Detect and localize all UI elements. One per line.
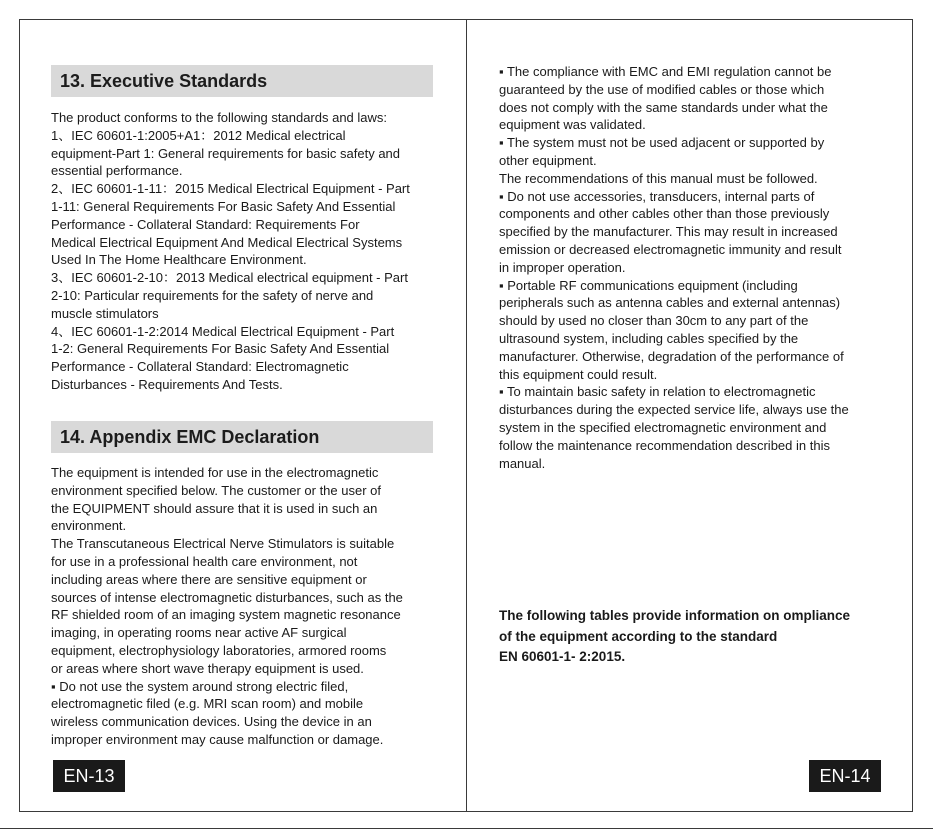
text-line: 1、IEC 60601-1:2005+A1：2012 Medical electrical xyxy=(51,127,346,143)
text-line: ▪ The system must not be used adjacent or supported by xyxy=(499,135,825,151)
text-line: The product conforms to the following standards and laws: xyxy=(51,110,388,125)
text-line: emission or decreased electromagnetic immunity and result xyxy=(499,241,842,257)
text-line: equipment was validated. xyxy=(499,117,646,133)
text-line: ▪ To maintain basic safety in relation to electromagnetic xyxy=(499,384,816,400)
text-line: 2-10: Particular requirements for the safety of nerve and xyxy=(51,287,374,303)
text-line: Performance - Collateral Standard: Requirements For xyxy=(51,216,360,232)
text-line: essential performance. xyxy=(51,163,183,179)
section-13-title: 13. Executive Standards xyxy=(51,65,433,97)
text-line: Medical Electrical Equipment And Medical Electrical Systems xyxy=(51,234,403,250)
text-line: the EQUIPMENT should assure that it is used in such an xyxy=(51,500,378,516)
text-line: The following tables provide information on ompliance xyxy=(499,608,851,623)
section-14-body xyxy=(51,464,451,749)
text-line: including areas where there are sensitive equipment or xyxy=(51,571,367,587)
compliance-note xyxy=(499,606,899,668)
left-page xyxy=(19,19,466,812)
text-line: other equipment. xyxy=(499,152,597,168)
text-line: ultrasound system, including cables specified by the xyxy=(499,330,799,346)
text-line: components and other cables other than those previously xyxy=(499,206,830,222)
text-line: muscle stimulators xyxy=(51,305,159,321)
text-line: environment. xyxy=(51,518,127,534)
text-line: equipment-Part 1: General requirements for basic safety and xyxy=(51,145,401,161)
text-line: follow the maintenance recommendation described in this xyxy=(499,437,830,453)
text-line: does not comply with the same standards under what the xyxy=(499,99,828,115)
text-line: manufacturer. Otherwise, degradation of the performance of xyxy=(499,348,844,364)
text-line: electromagnetic filed (e.g. MRI scan room) and mobile xyxy=(51,696,364,712)
section-13-body xyxy=(51,109,451,394)
page-number: EN-13 xyxy=(53,760,125,792)
text-line: wireless communication devices. Using the device in an xyxy=(51,714,372,730)
text-line: 3、IEC 60601-2-10：2013 Medical electrical equipment - Part xyxy=(51,270,408,286)
text-line: for use in a professional health care environment, not xyxy=(51,553,358,569)
text-line: disturbances during the expected service life, always use the xyxy=(499,402,849,418)
text-line: Used In The Home Healthcare Environment. xyxy=(51,252,307,268)
page-number: EN-14 xyxy=(809,760,881,792)
text-line: or areas where short wave therapy equipment is used. xyxy=(51,660,364,676)
text-line: The Transcutaneous Electrical Nerve Stimulators is suitable xyxy=(51,536,395,552)
text-line: ▪ Portable RF communications equipment (including xyxy=(499,277,798,293)
text-line: 2、IEC 60601-1-11：2015 Medical Electrical Equipment - Part xyxy=(51,181,410,197)
text-line: system in the specified electromagnetic environment and xyxy=(499,419,827,435)
text-line: improper environment may cause malfunction or damage. xyxy=(51,731,384,747)
text-line: environment specified below. The customer or the user of xyxy=(51,482,381,498)
text-line: of the equipment according to the standard xyxy=(499,628,778,644)
text-line: equipment, electrophysiology laboratories, armored rooms xyxy=(51,642,387,658)
section-14-title: 14. Appendix EMC Declaration xyxy=(51,421,433,453)
text-line: RF shielded room of an imaging system magnetic resonance xyxy=(51,607,401,623)
text-line: specified by the manufacturer. This may result in increased xyxy=(499,224,838,240)
text-line: Disturbances - Requirements And Tests. xyxy=(51,376,283,392)
text-line: EN 60601-1- 2:2015. xyxy=(499,649,626,664)
text-line: imaging, in operating rooms near active AF surgical xyxy=(51,625,347,641)
right-page xyxy=(467,19,913,812)
text-line: 1-2: General Requirements For Basic Safety And Essential xyxy=(51,341,390,357)
text-line: ▪ The compliance with EMC and EMI regulation cannot be xyxy=(499,64,832,79)
text-line: The equipment is intended for use in the electromagnetic xyxy=(51,465,379,480)
text-line: peripherals such as antenna cables and external antennas) xyxy=(499,295,841,311)
text-line: Performance - Collateral Standard: Electromagnetic xyxy=(51,359,349,375)
text-line: 1-11: General Requirements For Basic Safety And Essential xyxy=(51,198,396,214)
text-line: sources of intense electromagnetic disturbances, such as the xyxy=(51,589,403,605)
text-line: 4、IEC 60601-1-2:2014 Medical Electrical Equipment - Part xyxy=(51,323,395,339)
text-line: guaranteed by the use of modified cables or those which xyxy=(499,81,825,97)
text-line: ▪ Do not use the system around strong electric filed, xyxy=(51,678,349,694)
emc-precautions-body xyxy=(499,63,899,472)
text-line: should by used no closer than 30cm to any part of the xyxy=(499,313,809,329)
text-line: in improper operation. xyxy=(499,259,626,275)
text-line: ▪ Do not use accessories, transducers, internal parts of xyxy=(499,188,815,204)
text-line: this equipment could result. xyxy=(499,366,658,382)
bottom-rule xyxy=(0,828,933,829)
text-line: The recommendations of this manual must be followed. xyxy=(499,170,818,186)
text-line: manual. xyxy=(499,455,546,471)
